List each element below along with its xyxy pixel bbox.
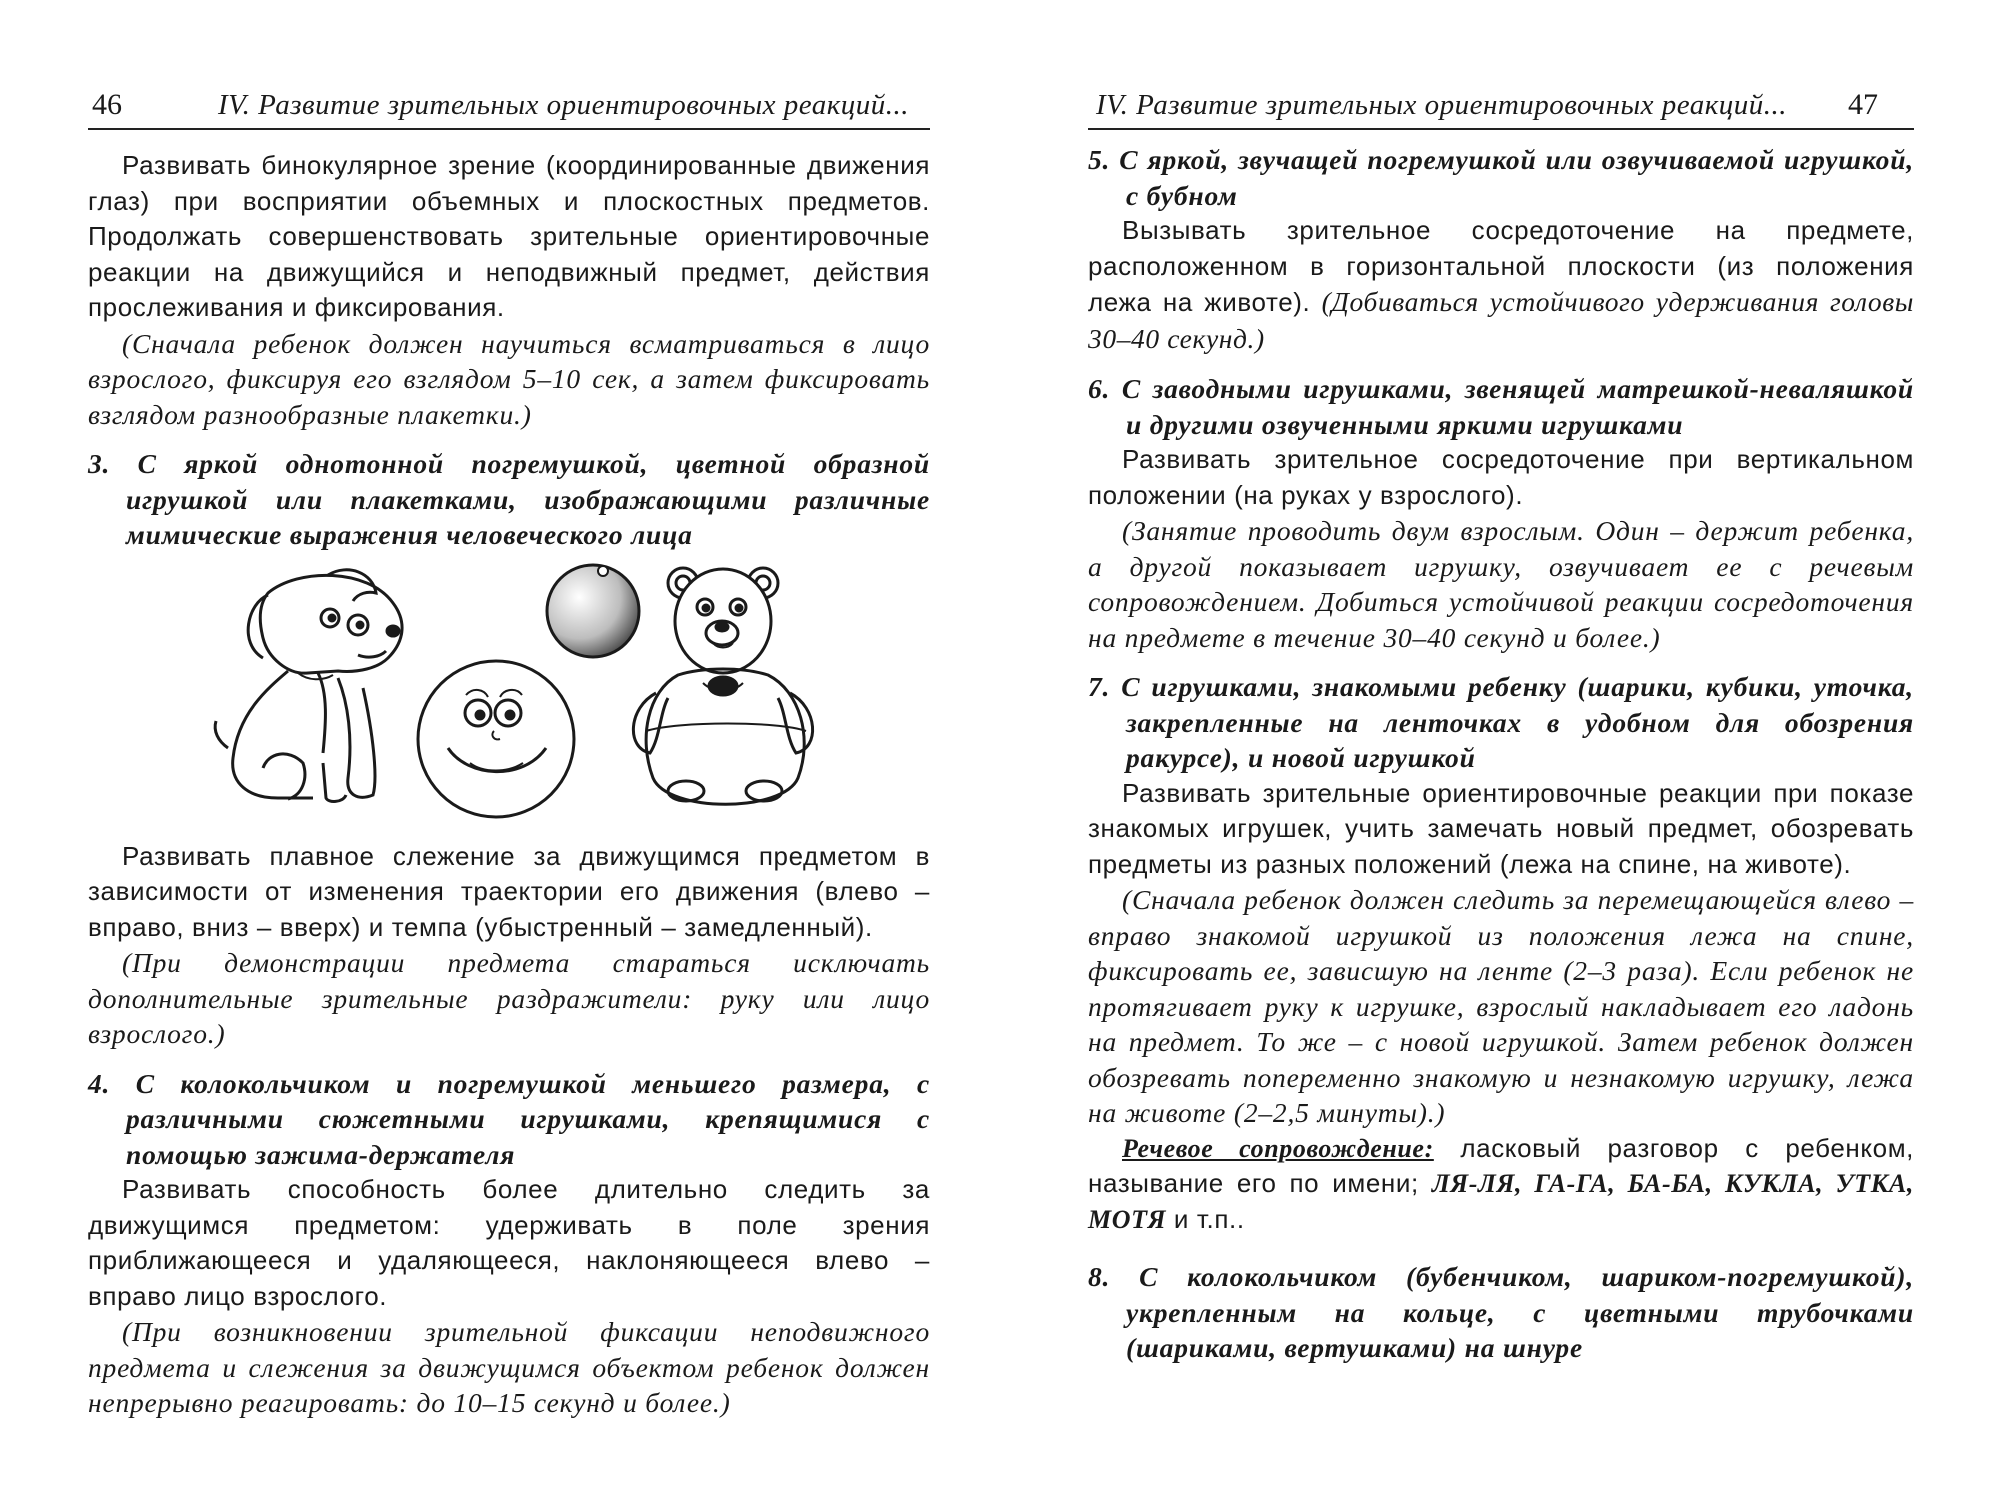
speech-text-end: и т.п.. <box>1166 1203 1245 1234</box>
speech-words: ЛЯ-ЛЯ, ГА-ГА, БА-БА, КУКЛА, УТКА, МОТЯ <box>1088 1169 1915 1234</box>
section-3-paragraph: Развивать плавное слежение за движущимся предметом в зависимости от изменения траектории его движения (влево – вправо, вниз – вверх) и темпа (убыстренный – замедленный). <box>88 840 930 942</box>
section-6-note: (Занятие проводить двум взрослым. Один – держит ребенка, а другой показывает игрушку, озвучивает ее с речевым сопровождением. Добиться устойчивой реакции сосредоточения на предмете в течение 30–40 секунд и более.) <box>1088 515 1914 653</box>
section-5-heading: 5. С яркой, звучащей погремушкой или озвучиваемой игрушкой, с бубном <box>1088 144 1914 211</box>
section-5-note: (Добиваться устойчивого удерживания головы 30–40 секунд.) <box>1088 286 1914 354</box>
section-3-heading: 3. С яркой однотонной погремушкой, цветной образной игрушкой или плакетками, изображающими различные мимические выражения человеческого лица <box>88 448 930 550</box>
left-page <box>88 0 930 1498</box>
toys-drawing <box>208 563 828 831</box>
section-4-paragraph: Развивать способность более длительно следить за движущимся предметом: удерживать в поле зрения приближающееся и удаляющееся, наклоняющееся влево – вправо лицо взрослого. <box>88 1174 930 1311</box>
smiley-ball-icon <box>418 661 574 817</box>
running-title: IV. Развитие зрительных ориентировочных реакций... <box>218 89 910 121</box>
right-page <box>1088 0 1914 1498</box>
page-text <box>1088 128 1914 1366</box>
section-6-paragraph: Развивать зрительное сосредоточение при вертикальном положении (на руках у взрослого). <box>1088 444 1914 510</box>
running-head <box>1088 70 1914 130</box>
puppy-icon <box>215 569 402 801</box>
section-4-note: (При возникновении зрительной фиксации неподвижного предмета и слежения за движущимся объектом ребенок должен непрерывно реагировать: до 10–15 секунд и более.) <box>88 1316 930 1418</box>
bear-tumbler-icon <box>633 568 812 804</box>
intro-note: (Сначала ребенок должен научиться всматриваться в лицо взрослого, фиксируя его взглядом 5–10 сек, а затем фиксировать взглядом разнообразные плакетки.) <box>88 327 930 430</box>
section-5-paragraph <box>1088 213 1914 357</box>
section-3-note: (При демонстрации предмета стараться исключать дополнительные зрительные раздражители: руку или лицо взрослого.) <box>88 947 930 1049</box>
section-5-body: Вызывать зрительное сосредоточение на предмете, расположенном в горизонтальной плоскости (из положения лежа на животе). <box>1088 215 1914 317</box>
section-7-heading: 7. С игрушками, знакомыми ребенку (шарики, кубики, уточка, закрепленные на ленточках в удобном для обозрения ракурсе), и новой игрушкой <box>1088 671 1914 773</box>
speech-text: ласковый разговор с ребенком, называние его по имени; <box>1088 1132 1914 1198</box>
section-6-heading: 6. С заводными игрушками, звенящей матрешкой-неваляшкой и другими озвученными яркими игрушками <box>1088 373 1914 440</box>
speech-label: Речевое сопровождение: <box>1122 1133 1434 1163</box>
intro-paragraph: Развивать бинокулярное зрение (координированные движения глаз) при восприятии объемных и плоскостных предметов. Продолжать совершенствовать зрительные ориентировочные реакции на движущийся и неподвижный предмет, действия прослеживания и фиксирования. <box>88 150 930 322</box>
toys-illustration <box>88 563 930 831</box>
section-7-note: (Сначала ребенок должен следить за перемещающейся влево – вправо знакомой игрушкой из положения лежа на спине, фиксировать ее, зависшую на ленте (2–3 раза). Если ребенок не протягивает руку к игрушке, взрослый накладывает его ладонь на предмет. То же – с новой игрушкой. Затем ребенок должен обозревать попеременно знакомую и незнакомую игрушку, лежа на животе (2–2,5 минуты).) <box>1088 884 1914 1128</box>
section-7-paragraph: Развивать зрительные ориентировочные реакции при показе знакомых игрушек, учить замечать новый предмет, обозревать предметы из разных положений (лежа на спине, на животе). <box>1088 777 1914 879</box>
ball-icon <box>547 565 639 657</box>
page-number: 47 <box>1848 88 1878 121</box>
section-8-heading: 8. С колокольчиком (бубенчиком, шариком-погремушкой), укрепленным на кольце, с цветными трубочками (шариками, вертушками) на шнуре <box>1088 1261 1914 1363</box>
running-head <box>88 70 930 130</box>
page-number: 46 <box>92 88 122 121</box>
speech-paragraph <box>1088 1131 1914 1238</box>
page-text <box>88 148 930 1421</box>
section-4-heading: 4. С колокольчиком и погремушкой меньшего размера, с различными сюжетными игрушками, крепящимися с помощью зажима-держателя <box>88 1067 930 1170</box>
running-title: IV. Развитие зрительных ориентировочных реакций... <box>1096 89 1788 121</box>
